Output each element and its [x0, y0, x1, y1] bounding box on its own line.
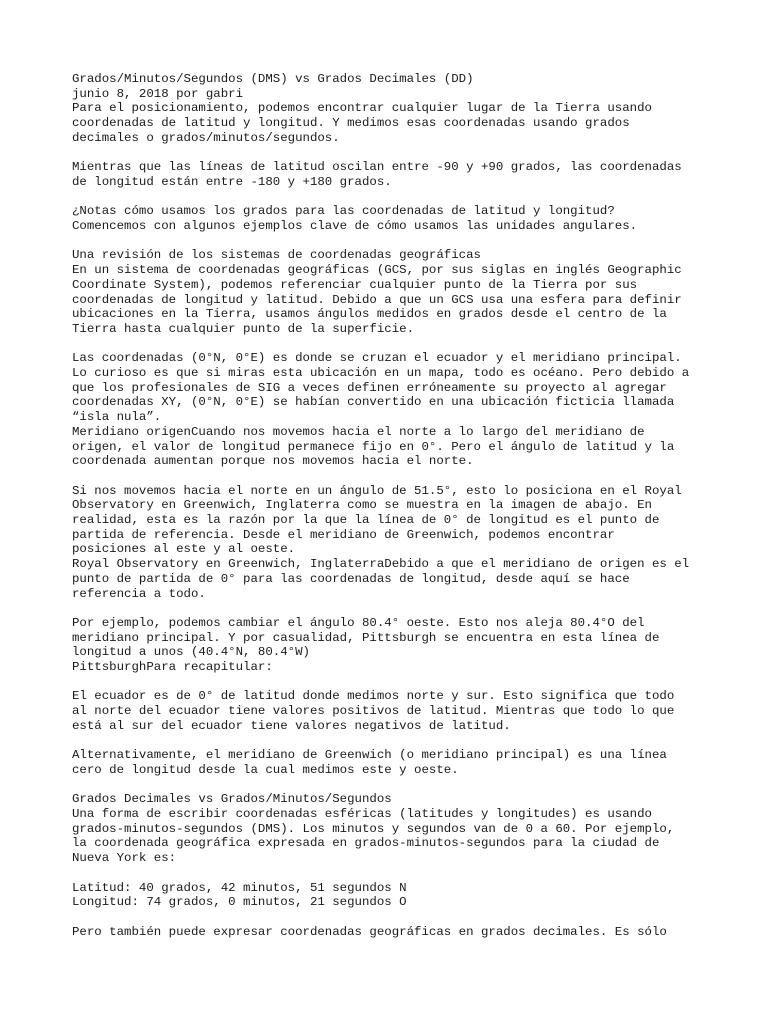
text-line: origen, el valor de longitud permanece fijo en 0°. Pero el ángulo de latitud y la — [72, 439, 675, 454]
paragraph-greenwich-recap — [72, 748, 712, 777]
paragraph-intro — [72, 72, 712, 146]
text-line: coordenadas XY, (0°N, 0°E) se habían convertido en una ubicación ficticia llamada — [72, 395, 675, 410]
paragraph-null-island — [72, 351, 712, 469]
text-line: Por ejemplo, podemos cambiar el ángulo 80.4° oeste. Esto nos aleja 80.4°O del — [72, 615, 645, 630]
text-line: Alternativamente, el meridiano de Greenwich (o meridiano principal) es una línea — [72, 748, 667, 763]
paragraph-decimal-intro — [72, 925, 712, 940]
text-line: Una forma de escribir coordenadas esféricas (latitudes y longitudes) es usando — [72, 807, 652, 822]
text-line: El ecuador es de 0° de latitud donde medimos norte y sur. Esto significa que todo — [72, 689, 675, 704]
text-line: coordenadas de latitud y longitud. Y medimos esas coordenadas usando grados — [72, 116, 630, 131]
text-line: ubicaciones en la Tierra, usamos ángulos medidos en grados desde el centro de la — [72, 307, 667, 322]
text-line: Pero también puede expresar coordenadas geográficas en grados decimales. Es sólo — [72, 924, 667, 939]
text-line: meridiano principal. Y por casualidad, Pittsburgh se encuentra en esta línea de — [72, 630, 660, 645]
text-line: Si nos movemos hacia el norte en un ángulo de 51.5°, esto lo posiciona en el Royal — [72, 483, 682, 498]
paragraph-gcs-review — [72, 248, 712, 336]
text-line: posiciones al este y al oeste. — [72, 542, 296, 557]
text-line: Lo curioso es que si miras esta ubicación en un mapa, todo es océano. Pero debido a — [72, 366, 690, 380]
text-line: partida de referencia. Desde el meridiano de Greenwich, podemos encontrar — [72, 527, 615, 542]
text-line: realidad, esta es la razón por la que la línea de 0° de longitud es el punto de — [72, 513, 660, 528]
text-line: Las coordenadas (0°N, 0°E) es donde se cruzan el ecuador y el meridiano principal. — [72, 351, 682, 366]
latitude-line: Latitud: 40 grados, 42 minutos, 51 segundos N — [72, 880, 407, 895]
text-line: decimales o grados/minutos/segundos. — [72, 130, 340, 145]
text-line: longitud a unos (40.4°N, 80.4°W) — [72, 645, 310, 660]
text-line: que los profesionales de SIG a veces definen erróneamente su proyecto al agregar — [72, 380, 667, 395]
document-title: Grados/Minutos/Segundos (DMS) vs Grados Decimales (DD) — [72, 72, 474, 86]
document-page — [72, 72, 712, 954]
text-line: Comencemos con algunos ejemplos clave de cómo usamos las unidades angulares. — [72, 219, 638, 233]
text-line: está al sur del ecuador tiene valores negativos de latitud. — [72, 718, 511, 733]
text-line: coordenada aumentan porque nos movemos hacia el norte. — [72, 454, 474, 469]
text-line: ¿Notas cómo usamos los grados para las coordenadas de latitud y longitud? — [72, 204, 615, 219]
paragraph-dd-vs-dms — [72, 792, 712, 866]
text-line: coordenadas de longitud y latitud. Debido a que un GCS usa una esfera para definir — [72, 292, 682, 307]
longitude-line: Longitud: 74 grados, 0 minutos, 21 segundos O — [72, 895, 407, 910]
text-line: Observatory en Greenwich, Inglaterra como se muestra en la imagen de abajo. En — [72, 498, 652, 513]
text-line: Royal Observatory en Greenwich, InglaterraDebido a que el meridiano de origen es el — [72, 557, 690, 572]
paragraph-nyc-coords — [72, 881, 712, 910]
text-line: Coordinate System), podemos referenciar cualquier punto de la Tierra por sus — [72, 277, 638, 292]
text-line: cero de longitud desde la cual medimos este y oeste. — [72, 762, 459, 777]
paragraph-equator-recap — [72, 689, 712, 733]
text-line: referencia a todo. — [72, 586, 206, 601]
paragraph-latlon-ranges — [72, 160, 712, 189]
text-line: al norte del ecuador tiene valores positivos de latitud. Mientras que todo lo que — [72, 704, 675, 719]
paragraph-pittsburgh — [72, 616, 712, 675]
section-heading: Grados Decimales vs Grados/Minutos/Segundos — [72, 792, 392, 807]
text-line: En un sistema de coordenadas geográficas (GCS, por sus siglas en inglés Geographic — [72, 263, 682, 278]
text-line: PittsburghPara recapitular: — [72, 660, 273, 675]
section-heading: Una revisión de los sistemas de coordenadas geográficas — [72, 248, 481, 263]
text-line: punto de partida de 0° para las coordenadas de longitud, desde aquí se hace — [72, 571, 630, 586]
text-line: Para el posicionamiento, podemos encontrar cualquier lugar de la Tierra usando — [72, 101, 652, 116]
text-line: la coordenada geográfica expresada en grados-minutos-segundos para la ciudad de — [72, 836, 660, 851]
text-line: “isla nula”. — [72, 410, 162, 425]
text-line: Nueva York es: — [72, 851, 177, 866]
text-line: Mientras que las líneas de latitud oscilan entre -90 y +90 grados, las coordenadas — [72, 160, 682, 175]
paragraph-question — [72, 204, 712, 233]
text-line: Tierra hasta cualquier punto de la superficie. — [72, 321, 415, 336]
text-line: de longitud están entre -180 y +180 grados. — [72, 174, 392, 189]
paragraph-greenwich — [72, 484, 712, 602]
text-line: Meridiano origenCuando nos movemos hacia el norte a lo largo del meridiano de — [72, 424, 645, 439]
document-date-author: junio 8, 2018 por gabri — [72, 86, 244, 101]
text-line: grados-minutos-segundos (DMS). Los minutos y segundos van de 0 a 60. Por ejemplo, — [72, 821, 675, 836]
